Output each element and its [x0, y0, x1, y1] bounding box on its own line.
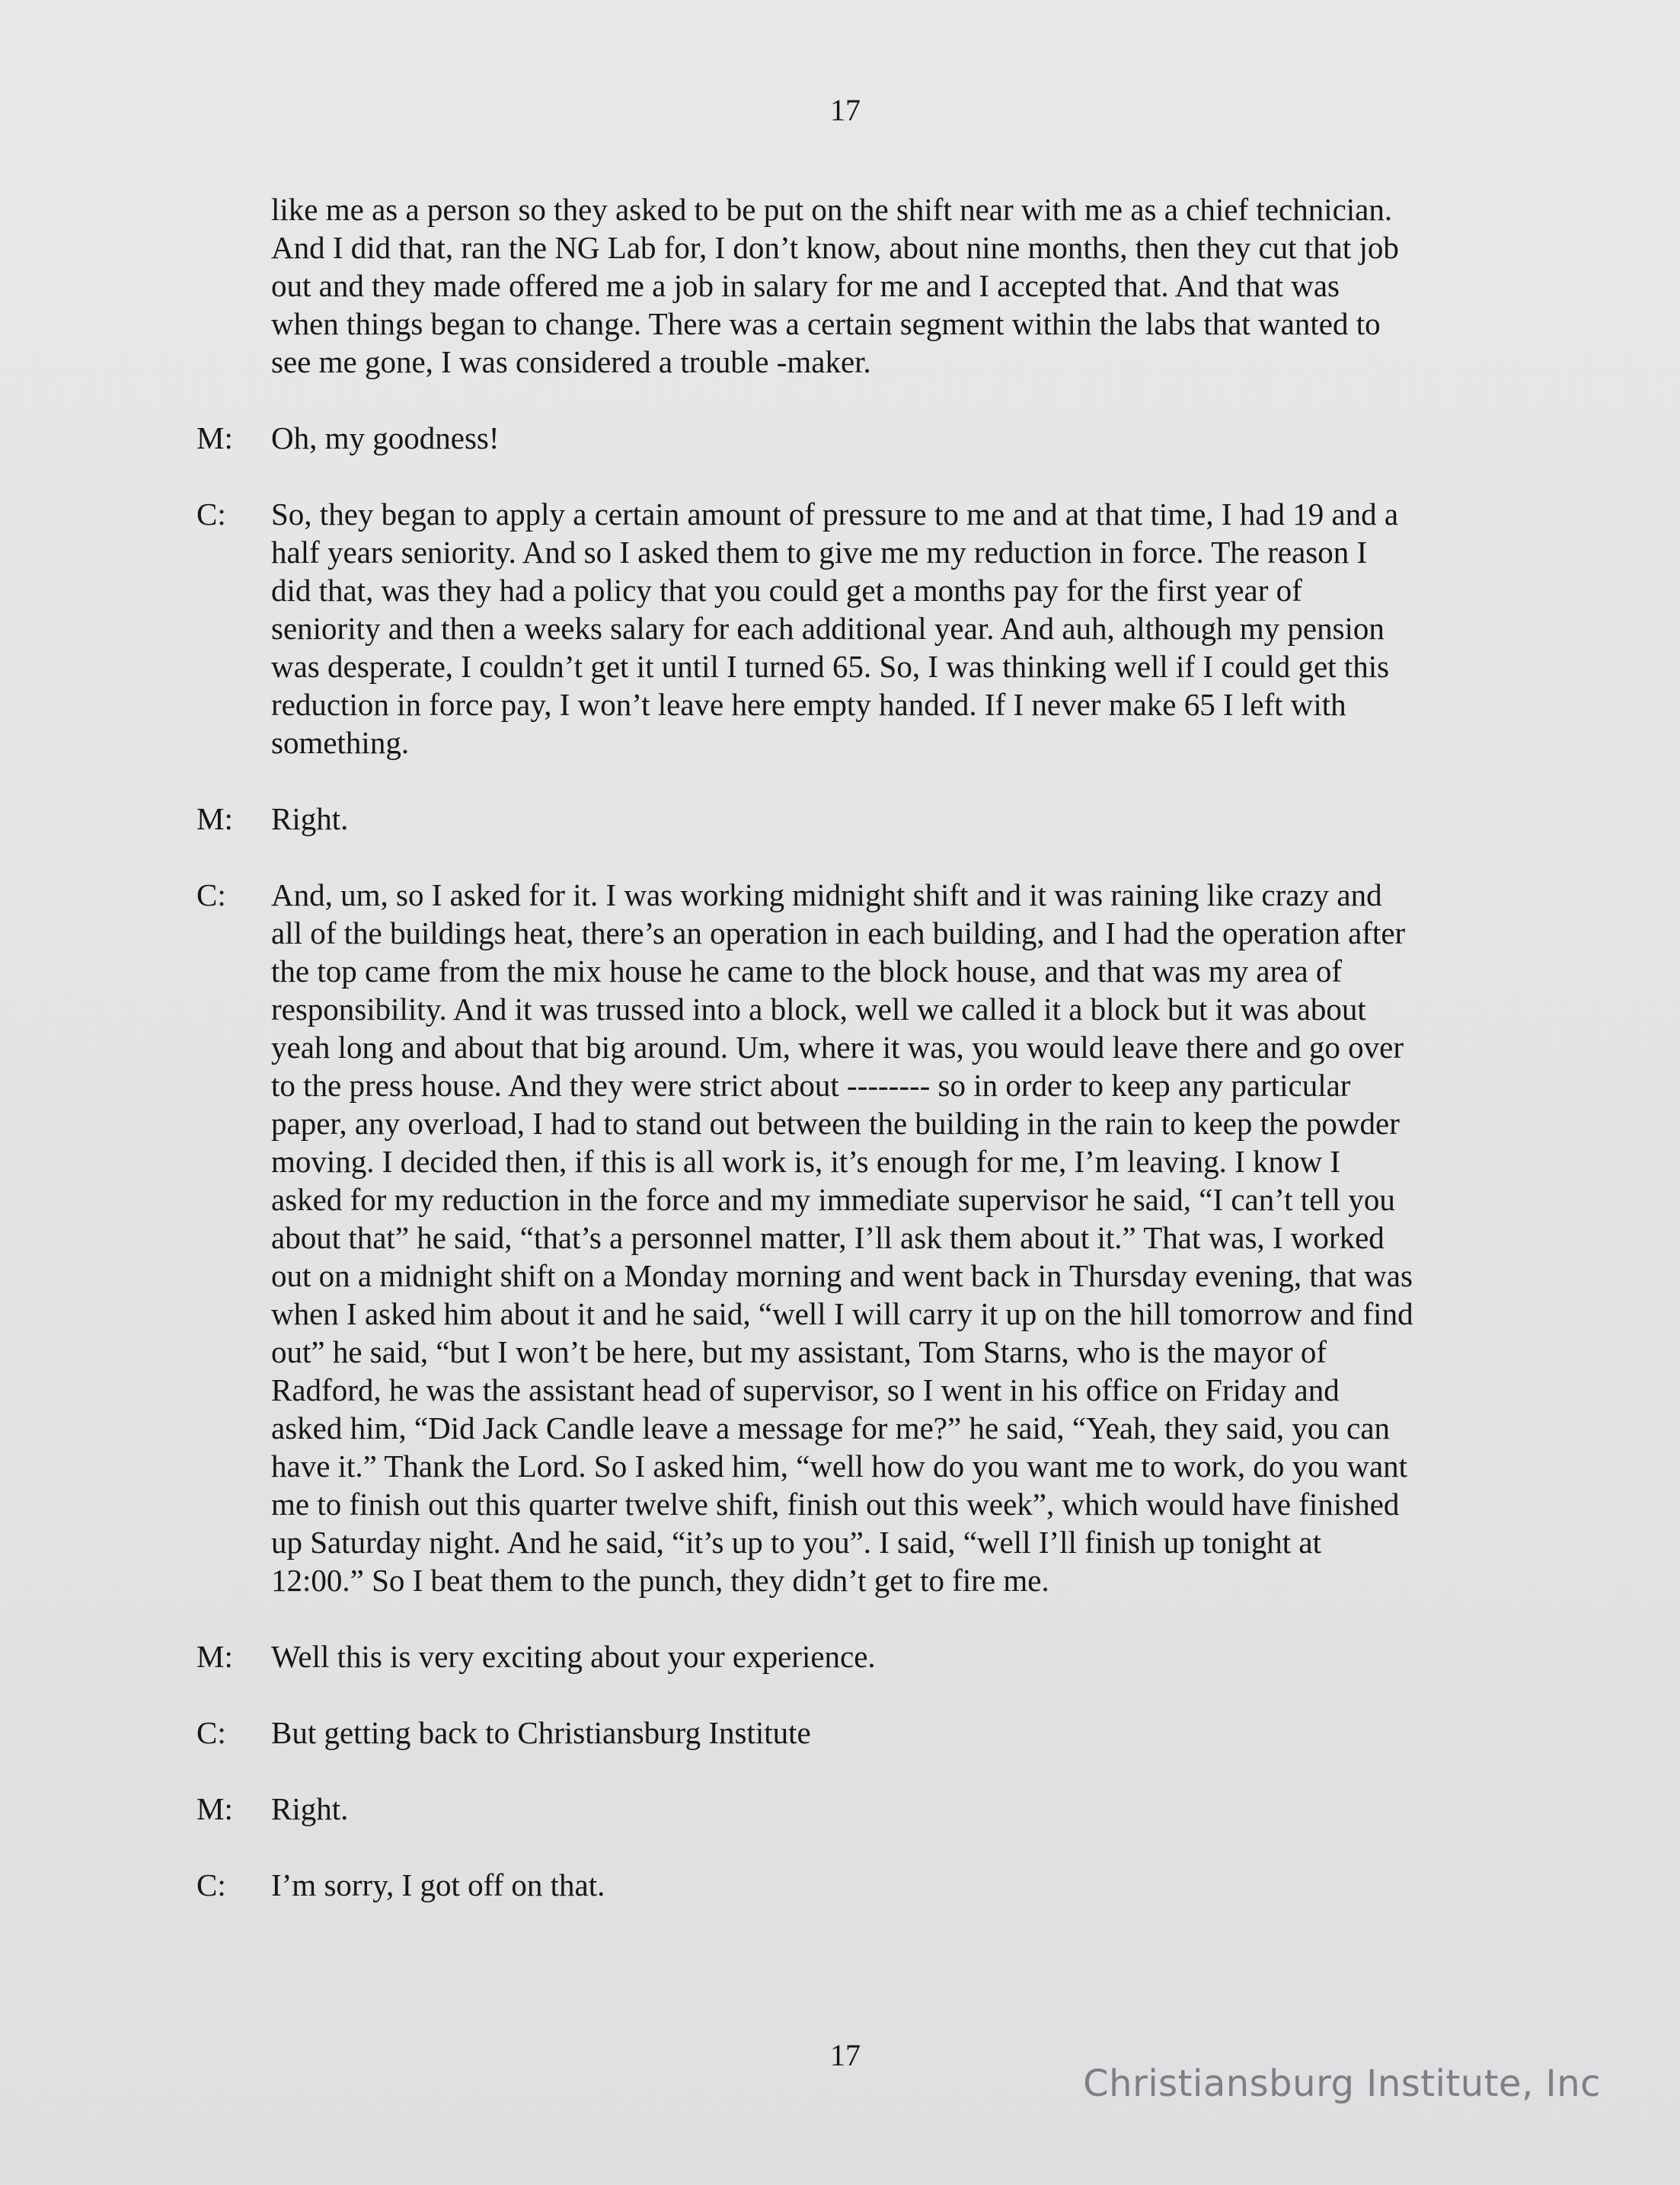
text-line: did that, was they had a policy that you could get a months pay for the first year of — [271, 573, 1302, 608]
speaker-label: C: — [196, 1715, 226, 1750]
text-line: Well this is very exciting about your experience. — [271, 1639, 876, 1674]
speaker-label: M: — [196, 801, 233, 836]
text-line: me to finish out this quarter twelve shift, finish out this week”, which would have finished — [271, 1487, 1400, 1522]
text-line: about that” he said, “that’s a personnel matter, I’ll ask them about it.” That was, I worked — [271, 1220, 1385, 1255]
text-line: something. — [271, 725, 410, 760]
text-line: out” he said, “but I won’t be here, but my assistant, Tom Starns, who is the mayor of — [271, 1334, 1327, 1369]
text-line: when I asked him about it and he said, “well I will carry it up on the hill tomorrow and find — [271, 1296, 1413, 1331]
text-line: when things began to change. There was a certain segment within the labs that wanted to — [271, 306, 1381, 341]
text-line: yeah long and about that big around. Um, where it was, you would leave there and go over — [271, 1030, 1404, 1065]
text-line: paper, any overload, I had to stand out between the building in the rain to keep the powder — [271, 1106, 1400, 1141]
dialogue-entry — [196, 1790, 1522, 1828]
text-line: 12:00.” So I beat them to the punch, they didn’t get to fire me. — [271, 1563, 1049, 1598]
speaker-label: C: — [196, 1867, 226, 1902]
dialogue-entry — [196, 800, 1522, 838]
continuation-paragraph — [196, 190, 1522, 381]
text-line: But getting back to Christiansburg Institute — [271, 1715, 811, 1750]
speaker-label: M: — [196, 1639, 233, 1674]
text-line: seniority and then a weeks salary for each additional year. And auh, although my pension — [271, 611, 1385, 646]
text-line: all of the buildings heat, there’s an operation in each building, and I had the operation after — [271, 915, 1406, 950]
dialogue-entry — [196, 876, 1522, 1599]
text-line: responsibility. And it was trussed into a block, well we called it a block but it was about — [271, 992, 1366, 1027]
text-line: have it.” Thank the Lord. So I asked him, “well how do you want me to work, do you want — [271, 1449, 1408, 1484]
text-line: asked for my reduction in the force and my immediate supervisor he said, “I can’t tell you — [271, 1182, 1395, 1217]
text-line: asked him, “Did Jack Candle leave a message for me?” he said, “Yeah, they said, you can — [271, 1410, 1391, 1445]
text-line: to the press house. And they were strict about -------- so in order to keep any particular — [271, 1068, 1351, 1103]
page-number-bottom: 17 — [830, 2038, 861, 2072]
text-line: Right. — [271, 801, 349, 836]
dialogue-entry — [196, 1637, 1522, 1675]
dialogue-entry — [196, 1866, 1522, 1904]
text-line: So, they began to apply a certain amount of pressure to me and at that time, I had 19 and a — [271, 497, 1399, 532]
speaker-label: M: — [196, 420, 233, 455]
text-line: reduction in force pay, I won’t leave here empty handed. If I never make 65 I left with — [271, 687, 1346, 722]
dialogue-entry — [196, 495, 1522, 762]
speaker-label: C: — [196, 877, 226, 912]
text-line: like me as a person so they asked to be put on the shift near with me as a chief technician. — [271, 192, 1393, 227]
text-line: Radford, he was the assistant head of supervisor, so I went in his office on Friday and — [271, 1372, 1340, 1407]
text-line: the top came from the mix house he came to the block house, and that was my area of — [271, 954, 1343, 989]
text-line: I’m sorry, I got off on that. — [271, 1867, 605, 1902]
text-line: Right. — [271, 1791, 349, 1826]
text-line: moving. I decided then, if this is all work is, it’s enough for me, I’m leaving. I know I — [271, 1144, 1340, 1179]
speaker-label: M: — [196, 1791, 233, 1826]
page-number-top: 17 — [830, 93, 861, 127]
dialogue-entry — [196, 419, 1522, 457]
text-line: And, um, so I asked for it. I was working midnight shift and it was raining like crazy and — [271, 877, 1382, 912]
text-line: was desperate, I couldn’t get it until I turned 65. So, I was thinking well if I could get this — [271, 649, 1390, 684]
text-line: up Saturday night. And he said, “it’s up to you”. I said, “well I’ll finish up tonight at — [271, 1525, 1322, 1560]
text-line: see me gone, I was considered a trouble -maker. — [271, 344, 871, 379]
text-line: out on a midnight shift on a Monday morning and went back in Thursday evening, that was — [271, 1258, 1413, 1293]
speaker-label: C: — [196, 497, 226, 532]
text-line: half years seniority. And so I asked them to give me my reduction in force. The reason I — [271, 535, 1368, 570]
text-line: out and they made offered me a job in salary for me and I accepted that. And that was — [271, 268, 1340, 303]
text-line: And I did that, ran the NG Lab for, I don’t know, about nine months, then they cut that job — [271, 230, 1399, 265]
dialogue-entry — [196, 1714, 1522, 1752]
transcript-body — [196, 190, 1522, 1942]
text-line: Oh, my goodness! — [271, 420, 500, 455]
watermark-text: Christiansburg Institute, Inc — [1083, 2062, 1601, 2105]
